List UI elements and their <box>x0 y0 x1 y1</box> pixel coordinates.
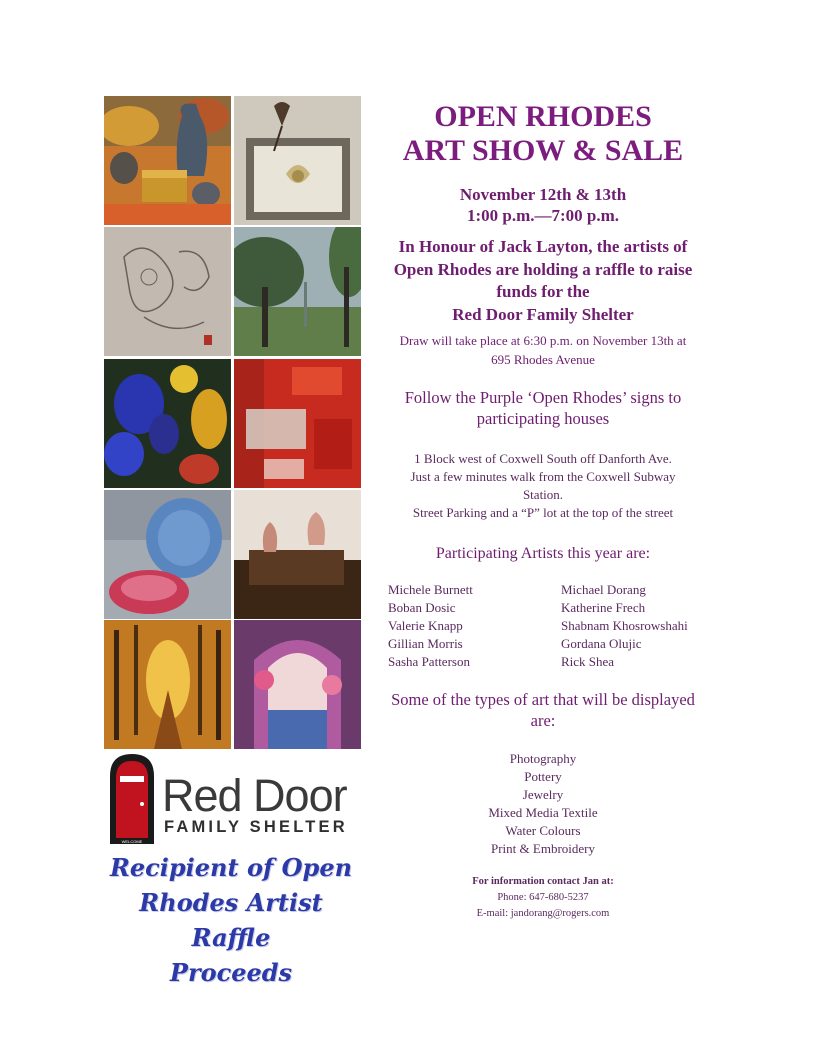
art-type-item: Print & Embroidery <box>491 841 595 856</box>
door-sign-text: WELCOME <box>121 839 143 844</box>
directions <box>368 450 718 522</box>
art-type-item: Mixed Media Textile <box>488 805 598 820</box>
draw-line: Draw will take place at 6:30 p.m. on November 13th at <box>399 333 687 348</box>
artist-name: Katherine Frech <box>561 600 646 615</box>
event-dates <box>368 184 718 226</box>
title-line: ART SHOW & SALE <box>402 134 684 167</box>
recipient-line: Proceeds <box>169 958 293 987</box>
honour-line: Open Rhodes are holding a raffle to raise <box>393 259 693 279</box>
art-type-item: Jewelry <box>522 787 564 802</box>
directions-line: 1 Block west of Coxwell South off Danforth Ave. <box>414 451 672 466</box>
photo-collage <box>104 96 361 747</box>
artist-name: Gillian Morris <box>388 636 463 651</box>
recipient-line: Recipient of Open <box>109 853 353 882</box>
directions-line: Street Parking and a “P” lot at the top of the street <box>412 505 674 520</box>
honour-line: funds for the <box>496 282 590 301</box>
honour-paragraph <box>368 236 718 326</box>
types-heading-line: are: <box>530 711 556 730</box>
contact-lead: For information contact Jan at: <box>472 876 614 887</box>
directions-line: Just a few minutes walk from the Coxwell Subway <box>410 469 676 484</box>
recipient-caption <box>108 850 354 990</box>
artists-column-left <box>388 581 558 671</box>
pottery-still-life-photo <box>104 96 231 225</box>
honour-line: Red Door Family Shelter <box>452 304 634 324</box>
line-drawing-photo <box>104 227 231 356</box>
artist-name: Valerie Knapp <box>388 618 463 633</box>
logo-subtitle: FAMILY SHELTER <box>164 818 348 836</box>
dates-line: November 12th & 13th <box>459 185 627 204</box>
artist-name: Gordana Olujic <box>561 636 642 651</box>
follow-line: Follow the Purple ‘Open Rhodes’ signs to <box>404 388 682 407</box>
art-types-list <box>368 750 718 858</box>
red-door-icon <box>108 752 156 844</box>
follow-line: participating houses <box>476 409 610 428</box>
clay-figures-photo <box>234 490 361 619</box>
framed-embroidery-photo <box>234 96 361 225</box>
draw-line: 695 Rhodes Avenue <box>491 352 595 367</box>
honour-line: In Honour of Jack Layton, the artists of <box>398 237 688 256</box>
artists-column-right <box>561 581 731 671</box>
art-type-item: Pottery <box>524 769 562 784</box>
title-line: OPEN RHODES <box>434 100 652 133</box>
red-abstract-painting-photo <box>234 359 361 488</box>
types-heading-line: Some of the types of art that will be displayed <box>391 690 695 709</box>
autumn-forest-path-photo <box>104 620 231 749</box>
art-type-item: Photography <box>509 751 577 766</box>
art-types-heading <box>368 689 718 731</box>
ceramic-bowls-photo <box>104 490 231 619</box>
red-door-logo <box>104 752 361 850</box>
page-title <box>368 100 718 168</box>
draw-info <box>368 331 718 369</box>
flowered-archway-photo <box>234 620 361 749</box>
misty-trees-photo <box>234 227 361 356</box>
follow-signs-text <box>368 387 718 429</box>
blue-flowers-photo <box>104 359 231 488</box>
artist-name: Sasha Patterson <box>388 654 470 669</box>
logo-title: Red Door <box>162 770 347 821</box>
artist-name: Shabnam Khosrowshahi <box>561 618 688 633</box>
directions-line: Station. <box>522 487 564 502</box>
artist-name: Rick Shea <box>561 654 615 669</box>
contact-phone: Phone: 647-680-5237 <box>497 892 589 903</box>
contact-info <box>368 874 718 922</box>
contact-email: E-mail: jandorang@rogers.com <box>476 908 610 919</box>
artist-name: Michael Dorang <box>561 582 646 597</box>
recipient-line: Rhodes Artist Raffle <box>139 888 323 952</box>
artists-heading: Participating Artists this year are: <box>435 545 651 562</box>
artist-name: Boban Dosic <box>388 600 456 615</box>
art-type-item: Water Colours <box>505 823 581 838</box>
artist-name: Michele Burnett <box>388 582 473 597</box>
time-line: 1:00 p.m.—7:00 p.m. <box>466 206 620 225</box>
